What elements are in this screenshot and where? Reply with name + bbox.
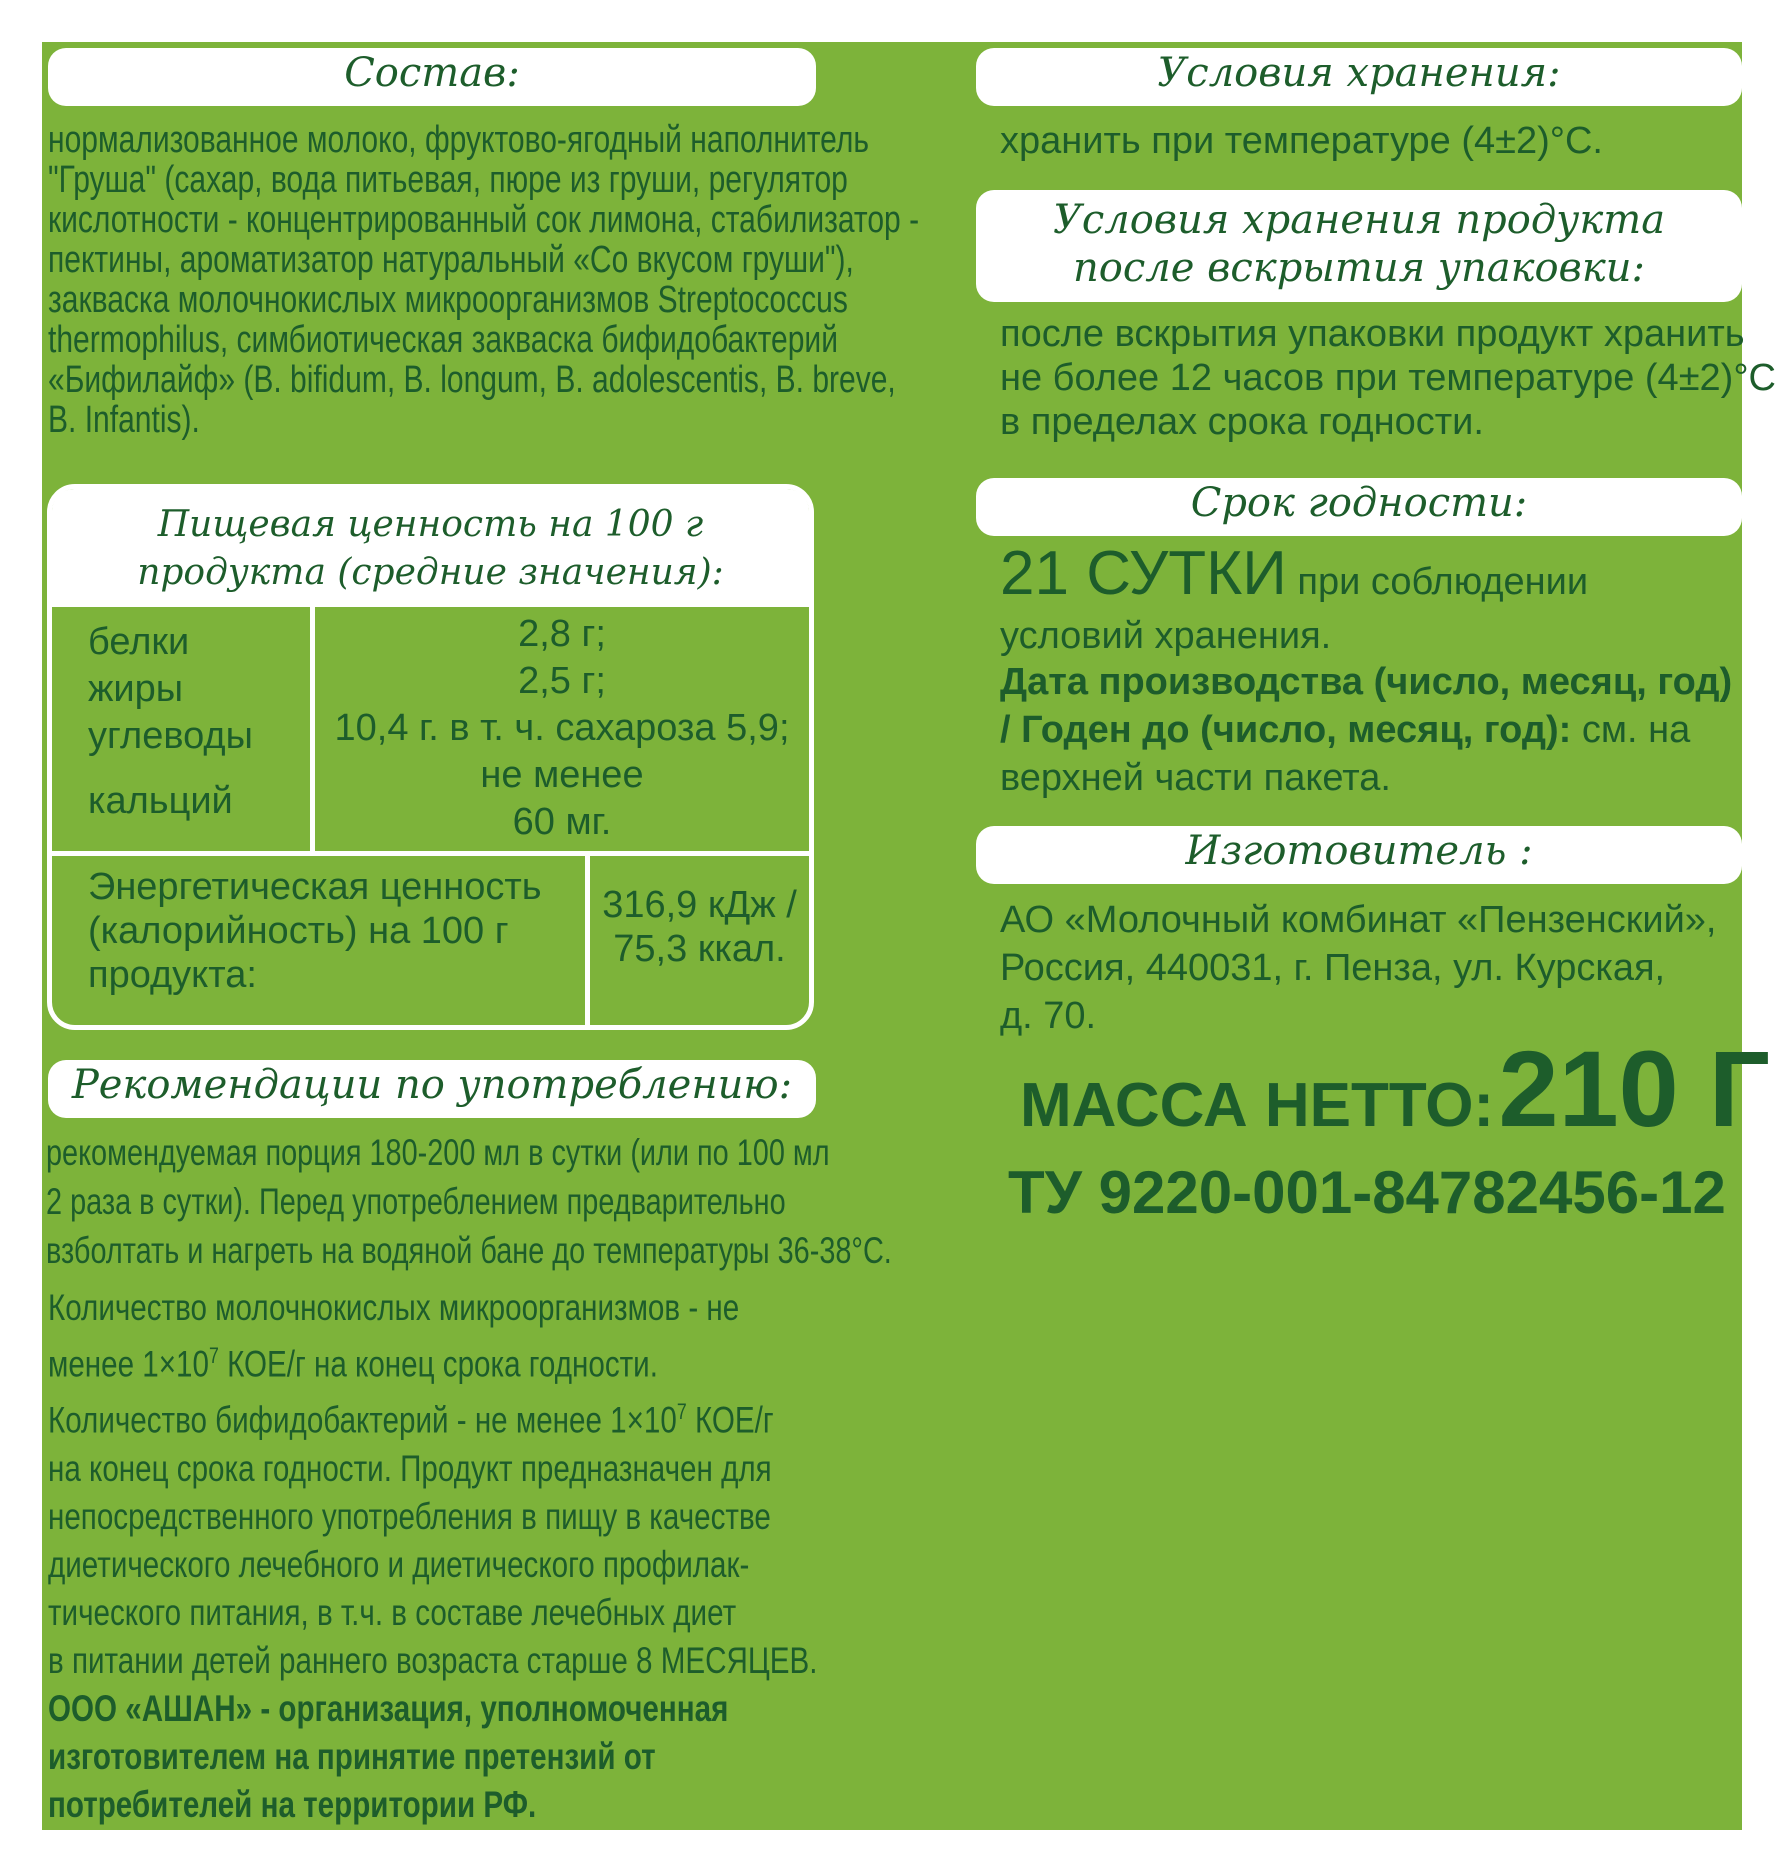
recommendation-line: рекомендуемая порция 180-200 мл в сутки (или по 100 мл <box>46 1132 830 1173</box>
microorganisms-text <box>48 1284 818 1829</box>
production-date-line: Дата производства (число, месяц, год) <box>1000 661 1733 703</box>
nutrition-header <box>52 489 809 607</box>
recommendations-text <box>46 1128 892 1275</box>
energy-value-line: 75,3 ккал. <box>613 928 786 970</box>
composition-header: Состав: <box>48 48 816 106</box>
recommendation-line: 2 раза в сутки). Перед употреблением предварительно <box>46 1181 786 1222</box>
micro-line: Количество бифидобактерий - не менее $1\times 10^7$ КОЕ/г <box>48 1399 774 1441</box>
claims-line: потребителей на территории РФ. <box>48 1783 537 1825</box>
storage-after-line: в пределах срока годности. <box>1000 401 1484 443</box>
nutrient-values <box>315 611 809 846</box>
nutrient-value: не менее <box>480 754 644 796</box>
shelf-life-condition: при соблюдении <box>1286 561 1589 603</box>
storage-after-line: после вскрытия упаковки продукт хранить <box>1000 313 1745 355</box>
energy-label-line: (калорийность) на 100 г <box>88 910 509 952</box>
storage-header: Условия хранения: <box>976 48 1742 106</box>
nutrient-names <box>88 619 253 825</box>
composition-line: кислотности - концентрированный сок лимона, стабилизатор - <box>48 199 920 241</box>
micro-line: диетического лечебного и диетического профилак- <box>48 1543 750 1585</box>
net-weight <box>1020 1028 1770 1177</box>
micro-line: Количество молочнокислых микроорганизмов - не <box>48 1287 740 1328</box>
nutrition-header-line: продукта (средние значения): <box>137 552 724 593</box>
net-weight-label: МАССА НЕТТО: <box>1020 1071 1495 1140</box>
micro-line: в питании детей раннего возраста старше 8 МЕСЯЦЕВ. <box>48 1639 818 1681</box>
storage-after-header-line: после вскрытия упаковки: <box>1073 245 1645 291</box>
shelf-life-condition-line: условий хранения. <box>1000 615 1332 657</box>
composition-line: закваска молочнокислых микроорганизмов Streptococcus <box>48 279 848 321</box>
energy-label-line: Энергетическая ценность <box>88 866 542 908</box>
nutrient-name: белки <box>88 621 190 663</box>
nutrition-header-line: Пищевая ценность на 100 г <box>157 504 704 545</box>
energy-value-line: 316,9 кДж / <box>602 884 797 926</box>
micro-line: на конец срока годности. Продукт предназначен для <box>48 1447 772 1489</box>
nutrient-name: жиры <box>88 668 184 710</box>
composition-line: «Бифилайф» (B. bifidum, B. longum, B. adolescentis, B. breve, <box>48 359 896 401</box>
manufacturer-line: Россия, 440031, г. Пенза, ул. Курская, <box>1000 947 1666 989</box>
storage-after-opening-text <box>1000 312 1776 444</box>
micro-line: менее $1\times 10^7$ КОЕ/г на конец срока годности. <box>48 1343 658 1385</box>
energy-label-line: продукта: <box>88 954 257 996</box>
shelf-life-text <box>1000 539 1733 802</box>
composition-line: пектины, ароматизатор натуральный «Со вкусом груши"), <box>48 239 854 281</box>
shelf-life-days: 21 СУТКИ <box>1000 539 1287 608</box>
manufacturer-header: Изготовитель : <box>976 826 1742 884</box>
manufacturer-text <box>1000 896 1717 1040</box>
nutrient-value: 2,8 г; <box>518 613 606 655</box>
net-weight-value: 210 Г <box>1498 1028 1770 1149</box>
recommendations-header: Рекомендации по употреблению: <box>48 1060 816 1118</box>
manufacturer-line: д. 70. <box>1000 995 1097 1037</box>
micro-line: тического питания, в т.ч. в составе лечебных диет <box>48 1591 737 1633</box>
claims-line: изготовителем на принятие претензий от <box>48 1735 656 1777</box>
shelf-life-main <box>1000 539 1732 614</box>
storage-after-opening-header <box>976 190 1742 302</box>
nutrition-table <box>47 484 814 1030</box>
energy-label <box>88 865 542 997</box>
composition-line: нормализованное молоко, фруктово-ягодный наполнитель <box>48 119 869 161</box>
micro-line: непосредственного употребления в пищу в качестве <box>48 1495 771 1537</box>
composition-line: B. Infantis). <box>48 399 200 441</box>
nutrient-name: кальций <box>88 780 233 822</box>
nutrient-value: 10,4 г. в т. ч. сахароза 5,9; <box>334 707 790 749</box>
table-divider <box>52 851 809 856</box>
date-location-line: верхней части пакета. <box>1000 757 1391 799</box>
claims-line: ООО «АШАН» - организация, уполномоченная <box>48 1687 729 1729</box>
storage-after-line: не более 12 часов при температуре (4±2)°С <box>1000 357 1776 399</box>
tu-code: ТУ 9220-001-84782456-12 <box>1008 1159 1726 1226</box>
nutrient-name: углеводы <box>88 715 253 757</box>
recommendation-line: взболтать и нагреть на водяной бане до температуры 36-38°С. <box>46 1230 892 1271</box>
composition-line: "Груша" (сахар, вода питьевая, пюре из груши, регулятор <box>48 159 848 201</box>
shelf-life-header: Срок годности: <box>976 478 1742 536</box>
manufacturer-line: АО «Молочный комбинат «Пензенский», <box>1000 899 1717 941</box>
storage-after-header-line: Условия хранения продукта <box>1052 197 1666 243</box>
composition-text <box>48 120 919 440</box>
nutrient-value: 2,5 г; <box>518 660 606 702</box>
composition-line: thermophilus, симбиотическая закваска бифидобактерий <box>48 319 838 361</box>
storage-text: хранить при температуре (4±2)°С. <box>1000 120 1603 162</box>
nutrient-value: 60 мг. <box>512 801 612 843</box>
energy-value <box>590 883 809 971</box>
best-before-line: / Годен до (число, месяц, год): см. на <box>1000 709 1691 751</box>
label-panel <box>42 42 1776 1830</box>
